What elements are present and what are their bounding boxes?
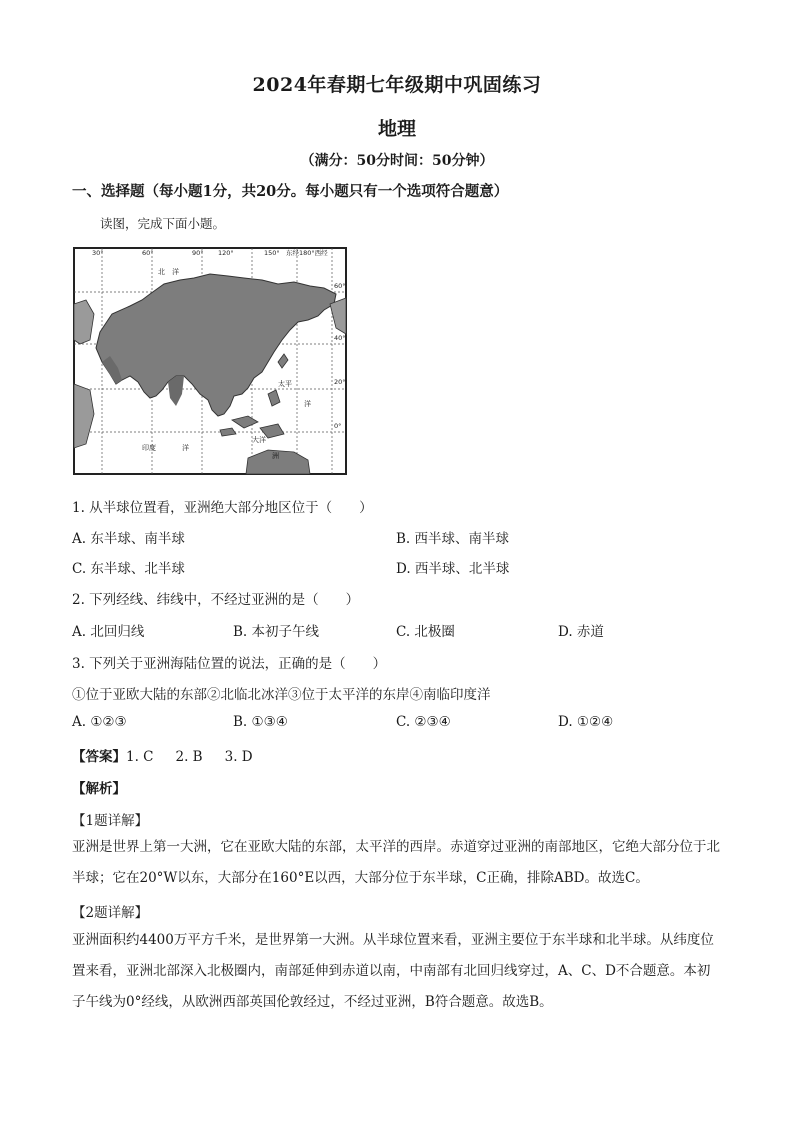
q3-option-b: B. ①③④ xyxy=(233,714,288,730)
answer-label: 【答案】 xyxy=(72,749,126,765)
map-region-label: 洋 xyxy=(172,268,179,276)
answer-item: 1. C xyxy=(126,749,154,765)
document-title: 2024年春期七年级期中巩固练习 xyxy=(252,74,542,96)
map-lat-label: 40° xyxy=(334,334,346,342)
section-heading: 一、选择题（每小题1分，共20分。每小题只有一个选项符合题意） xyxy=(72,183,509,200)
question-2-stem: 2. 下列经线、纬线中，不经过亚洲的是（ ） xyxy=(72,592,360,608)
q2-option-b: B. 本初子午线 xyxy=(233,624,320,640)
detail-1-label: 【1题详解】 xyxy=(72,813,149,829)
map-lat-label: 0° xyxy=(334,422,342,430)
map-region-label: 北 xyxy=(158,268,165,276)
map-lat-label: 20° xyxy=(334,378,346,386)
q3-option-a: A. ①②③ xyxy=(72,714,127,730)
q2-option-c: C. 北极圈 xyxy=(396,624,455,640)
map-lon-label: 60° xyxy=(142,249,154,257)
map-region-label: 洋 xyxy=(182,444,189,452)
detail-1-text: 亚洲是世界上第一大洲，它在亚欧大陆的东部，太平洋的西岸。赤道穿过亚洲的南部地区，它绝大部分位于北半球；它在20°W以东，大部分在160°E以西，大部分位于东半球，C正确，排除ABD。故选C。 xyxy=(72,839,720,886)
map-region-label: 洋 xyxy=(304,400,311,408)
q1-option-b: B. 西半球、南半球 xyxy=(396,531,510,547)
q2-option-d: D. 赤道 xyxy=(558,624,604,640)
q2-option-a: A. 北回归线 xyxy=(72,624,145,640)
detail-2-label: 【2题详解】 xyxy=(72,905,149,921)
map-region-label: 洲 xyxy=(272,452,279,460)
map-lon-label: 120° xyxy=(218,249,234,257)
detail-2-text: 亚洲面积约4400万平方千米，是世界第一大洲。从半球位置来看，亚洲主要位于东半球和北半球。从纬度位置来看，亚洲北部深入北极圈内，南部延伸到赤道以南，中南部有北回归线穿过，A、C、D不合题意。本初子午线为0°经线，从欧洲西部英国伦敦经过，不经过亚洲，B符合题意。故选B。 xyxy=(72,932,714,1010)
map-lon-label: 30° xyxy=(92,249,104,257)
question-1-stem: 1. 从半球位置看，亚洲绝大部分地区位于（ ） xyxy=(72,500,373,516)
q1-option-d: D. 西半球、北半球 xyxy=(396,561,510,577)
q3-option-c: C. ②③④ xyxy=(396,714,451,730)
map-lon-label: 90° xyxy=(192,249,204,257)
subject-title: 地理 xyxy=(377,118,416,140)
answer-line xyxy=(72,745,275,765)
asia-map-figure xyxy=(72,244,348,476)
map-region-label: 太平 xyxy=(278,380,292,388)
q3-option-d: D. ①②④ xyxy=(558,714,614,730)
map-region-label: 大洋 xyxy=(252,436,266,444)
map-lat-label: 60° xyxy=(334,282,346,290)
map-corner-label: 东经180°西经 xyxy=(286,249,328,257)
q1-option-a: A. 东半球、南半球 xyxy=(72,531,185,547)
map-lon-label: 150° xyxy=(264,249,280,257)
scoring-info: （满分：50分时间：50分钟） xyxy=(300,153,494,169)
answer-item: 3. D xyxy=(224,749,253,765)
answer-item: 2. B xyxy=(175,749,203,765)
q1-option-c: C. 东半球、北半球 xyxy=(72,561,185,577)
map-region-label: 印度 xyxy=(142,444,156,452)
question-3-stem: 3. 下列关于亚洲海陆位置的说法，正确的是（ ） xyxy=(72,656,387,672)
analysis-label: 【解析】 xyxy=(72,781,126,797)
question-3-statement: ①位于亚欧大陆的东部②北临北冰洋③位于太平洋的东岸④南临印度洋 xyxy=(72,687,491,703)
map-instruction: 读图，完成下面小题。 xyxy=(100,216,226,231)
